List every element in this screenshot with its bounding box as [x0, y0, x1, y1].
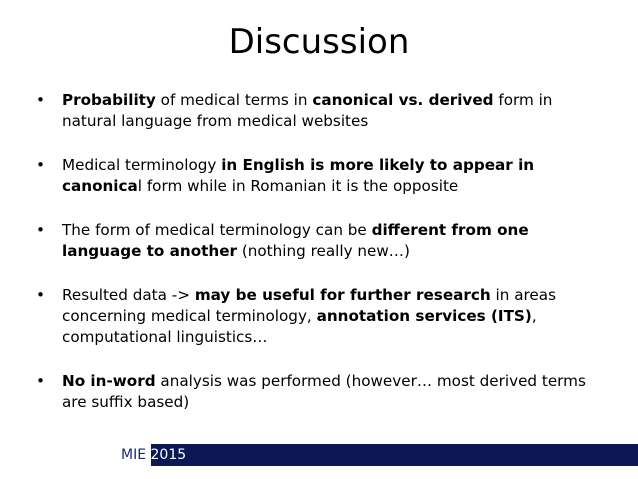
bullet-text: Medical terminology — [62, 156, 222, 174]
bullet-item — [36, 155, 606, 197]
footer-bar — [151, 444, 638, 466]
bullet-emphasis-text: Probability — [62, 91, 156, 109]
bullet-text: , computational linguistics… — [62, 307, 537, 346]
bullet-emphasis-text: annotation services (ITS) — [316, 307, 532, 325]
bullet-dot-icon: • — [36, 286, 45, 304]
bullet-text: Resulted data -> — [62, 286, 195, 304]
bullet-text: analysis was performed (however… most derived terms are suffix based) — [62, 372, 586, 411]
bullet-item — [36, 90, 606, 132]
footer-label — [121, 446, 186, 464]
footer-conference: MIE — [121, 447, 147, 463]
bullet-dot-icon: • — [36, 156, 45, 174]
bullet-dot-icon: • — [36, 91, 45, 109]
slide-title: Discussion — [228, 22, 410, 62]
bullet-dot-icon: • — [36, 221, 45, 239]
bullet-emphasis-text: different from one language to another — [62, 221, 529, 260]
bullet-dot-icon: • — [36, 372, 45, 390]
bullet-text: l form while in Romanian it is the opposite — [137, 177, 459, 195]
bullet-item — [36, 285, 606, 348]
bullet-text: The form of medical terminology can be — [62, 221, 372, 239]
bullet-text: form in natural language from medical websites — [62, 91, 553, 130]
bullet-text: (nothing really new…) — [237, 242, 410, 260]
bullet-emphasis-text: may be useful for further research — [194, 286, 491, 304]
bullet-emphasis-text: No in-word — [62, 372, 156, 390]
bullet-list — [36, 90, 606, 436]
bullet-item — [36, 371, 606, 413]
bullet-text: in areas concerning medical terminology, — [62, 286, 556, 325]
footer-year: 2015 — [150, 447, 187, 463]
bullet-emphasis-text: in English is more likely to appear in canonica — [62, 156, 535, 195]
bullet-emphasis-text: canonical vs. derived — [312, 91, 494, 109]
bullet-text: of medical terms in — [155, 91, 313, 109]
bullet-item — [36, 220, 606, 262]
